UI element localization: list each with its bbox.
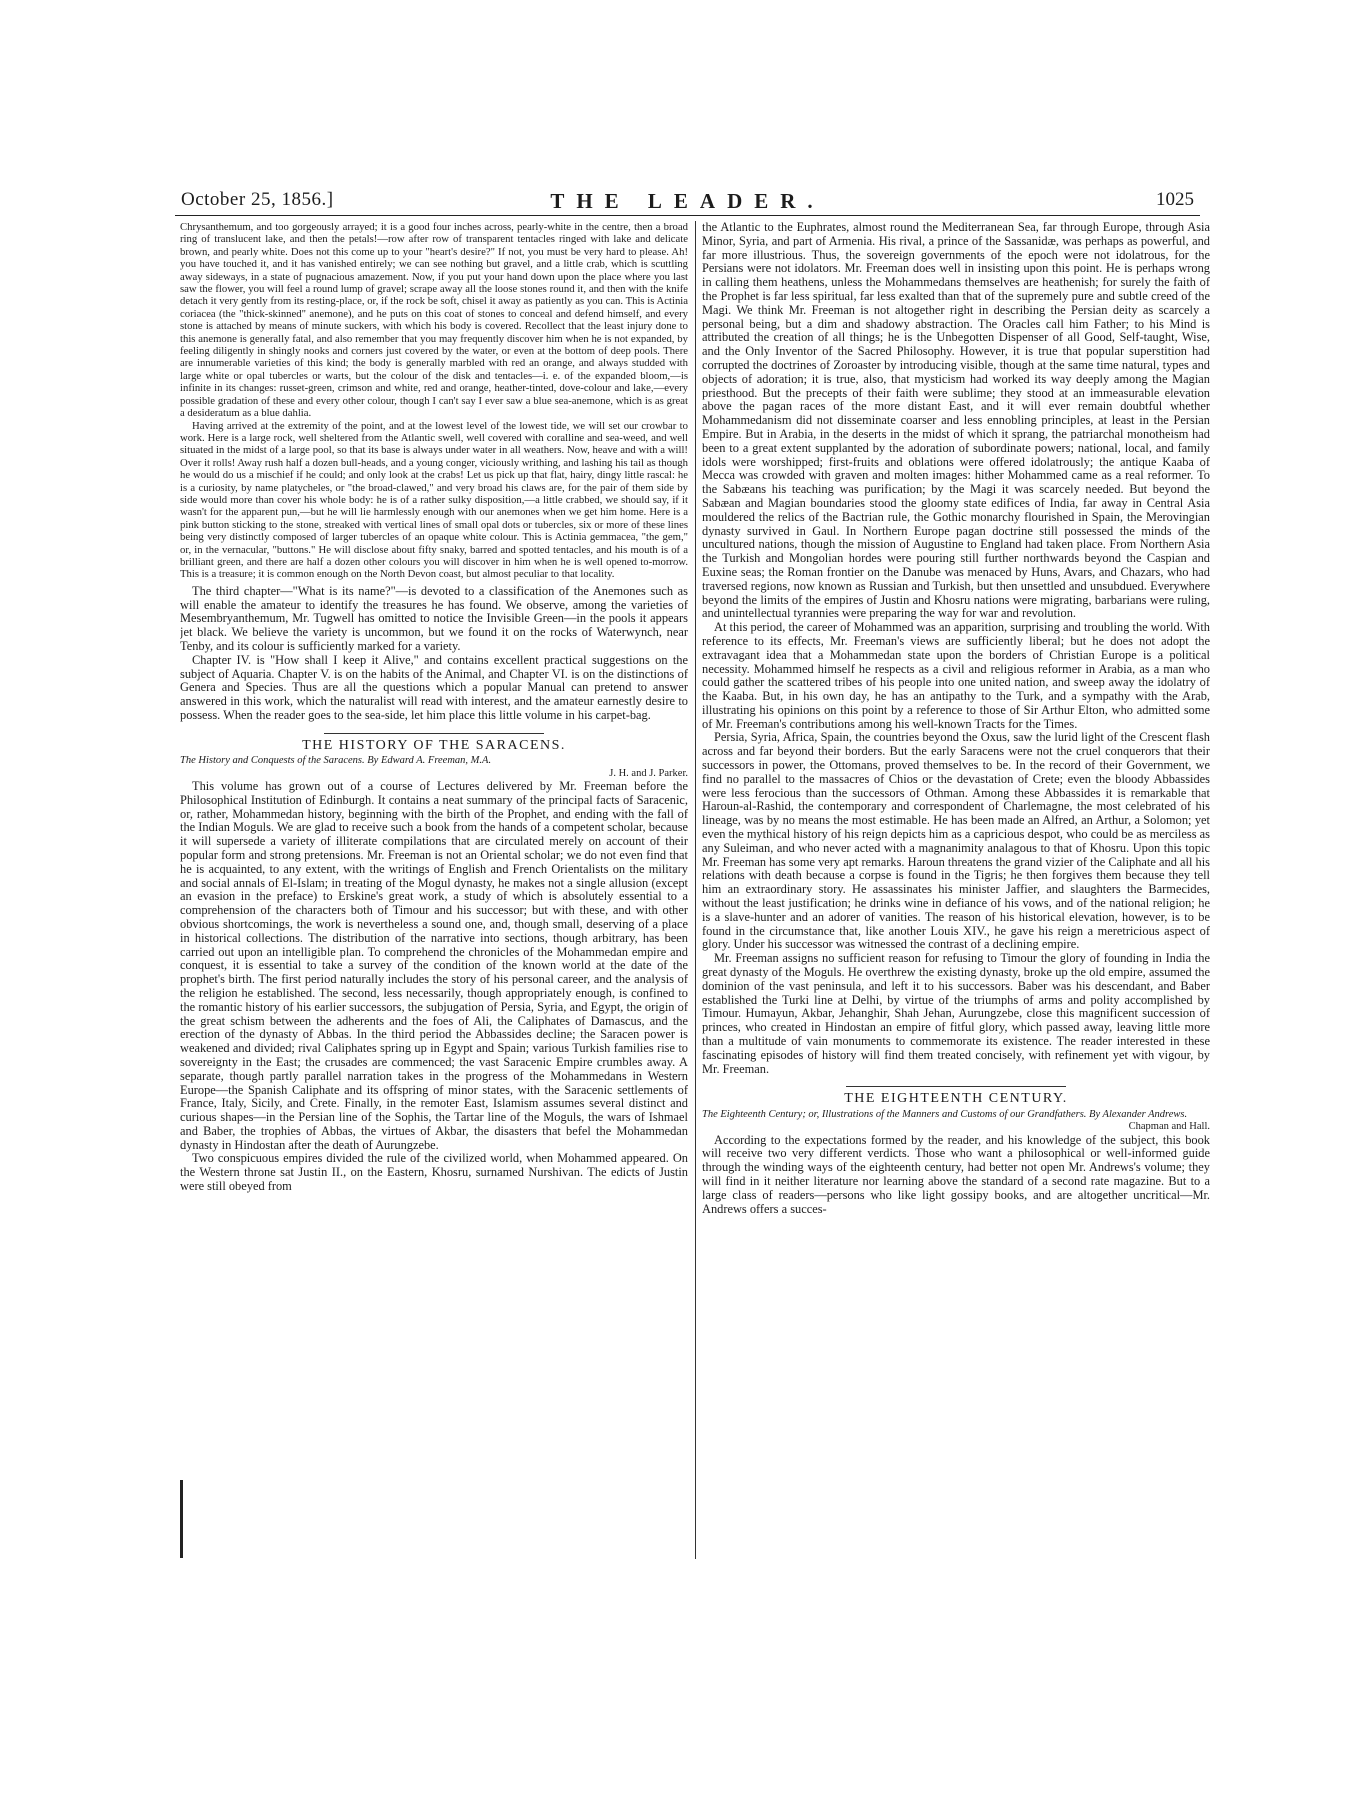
masthead-title: THE LEADER. (550, 189, 825, 213)
page-number: 1025 (1156, 189, 1194, 210)
saracens-heading: THE HISTORY OF THE SARACENS. (302, 737, 566, 753)
section-divider (324, 733, 544, 734)
eighteenth-century-byline (702, 1109, 1210, 1121)
saracens-byline-text: The History and Conquests of the Saracens. By Edward A. Freeman, M.A. (180, 755, 492, 767)
anemone-paragraph-2: Having arrived at the extremity of the point, and at the lowest level of the lowest tide, we will set our crowbar to work. Here is a large rock, well sheltered from the Atlantic swell, well covered with coralline and sea-weed, and well situated in the midst of a large pool, so that its base is always under water in all weathers. Now, heave and with a will! Over it rolls! Away rush half a dozen bull-heads, and a young conger, viciously writhing, and lashing his tail as though he would do us a mischief if he could; and only look at the crabs! Let us pick up that flat, hairy, dingy little rascal: he is a curiosity, by name platycheles, or "the broad-clawed," and very broad his claws are, for the pair of them side by side would more than cover his whole body: he is of a rather sulky disposition,—a little crabbed, we should say, if it wasn't for the apparent pun,—but he will lie harmlessly enough with our anemones when we get him home. Here is a pink button sticking to the stone, streaked with vertical lines of small opal dots or tubercles, six or more of these lines being very distinctly composed of larger tubercles of an opaque white colour. This is Actinia gemmacea, "the gem," or, in the vernacular, "buttons." He will disclose about fifty snaky, barred and spotted tentacles, and his mouth is of a brilliant green, and there are half a dozen other colours you will discover in him when he is well opened to-morrow. This is a treasure; it is common enough on the North Devon coast, but almost peculiar to that locality. (180, 419, 688, 581)
eighteenth-century-publisher: Chapman and Hall. (1128, 1121, 1210, 1133)
anemone-paragraph-4: Chapter IV. is "How shall I keep it Alive," and contains excellent practical suggestions on the subject of Aquaria. Chapter V. is on the habits of the Animal, and Chapter VI. is on the distinctions of Genera and Species. Thus are all the questions which a popular Manual can pretend to answer answered in this work, which the naturalist will read with interest, and the amateur earnestly desire to possess. When the reader goes to the sea-side, let him place this little volume in his carpet-bag. (180, 652, 688, 722)
section-divider (846, 1086, 1066, 1087)
left-column (180, 221, 688, 1561)
saracens-paragraph-4: At this period, the career of Mohammed was an apparition, surprising and troubling the world. With reference to its effects, Mr. Freeman's views are sufficiently liberal; but he does not adopt the extravagant idea that a Mohammedan state upon the borders of Christian Europe is a political necessity. Mohammed himself he respects as a civil and religious reformer in Arabia, as a man who could gather the scattered tribes of his people into one united nation, and sweep away the idolatry of the Kaaba. But, in his own day, he has an antipathy to the Turk, and a sympathy with the Arab, illustrating his opinions on this point by a reference to those of Sir Arthur Elton, who admitted some of Mr. Freeman's contributions among his well-known Tracts for the Times. (702, 620, 1210, 731)
saracens-paragraph-2: Two conspicuous empires divided the rule of the civilized world, when Mohammed appeared. On the Western throne sat Justin II., on the Eastern, Khosru, surnamed Nurshivan. The edicts of Justin were still obeyed from (180, 1151, 688, 1194)
masthead-date: October 25, 1856.] (181, 189, 334, 210)
anemone-paragraph-1: Chrysanthemum, and too gorgeously arrayed; it is a good four inches across, pearly-white in the centre, then a broad ring of translucent lake, and then the petals!—row after row of transparent tentacles ringed with lake and delicate brown, and pearly white. Does not this come up to your "heart's desire?" If not, you must be very hard to please. Ah! you have touched it, and it has vanished entirely; we can see nothing but gravel, and a little crab, which is scuttling away sideways, in a state of pugnacious amazement. Now, if you put your hand down upon the place where you last saw the flower, you will feel a round lump of gravel; scrape away all the loose stones round it, and then with the knife detach it very gently from its resting-place, or, if the rock be soft, chisel it away as patiently as you can. This is Actinia coriacea (the "thick-skinned" anemone), and he puts on this coat of stones to conceal and defend himself, and every stone is attached by means of minute suckers, with which his body is covered. Recollect that the least injury done to this anemone is generally fatal, and also remember that you may frequently discover him when he is not expanded, by feeling diligently in shingly nooks and corners just covered by the water, or even at the bottom of deep pools. There are innumerable varieties of this kind; the body is generally marbled with red an orange, and always studded with large white or opal tubercles or warts, but the colour of the disk and tentacles—i. e. of the expanded bloom,—is infinite in its changes: russet-green, crimson and white, red and orange, heather-tinted, dove-colour and lake,—every possible gradation of these and every other colour, though I can't say I ever saw a blue sea-anemone, which is as great a desideratum as a blue dahlia. (180, 221, 688, 420)
eighteenth-century-paragraph-1: According to the expectations formed by the reader, and his knowledge of the subject, this book will receive two very different verdicts. Those who want a philosophical or well-informed guide through the winding ways of the eighteenth century, had better not open Mr. Andrews's volume; they will find in it neither literature nor learning above the standard of a second rate magazine. But to a large class of readers—persons who like light gossipy books, and are altogether uncritical—Mr. Andrews offers a succes- (702, 1132, 1210, 1216)
right-column (702, 221, 1210, 1561)
saracens-paragraph-3: the Atlantic to the Euphrates, almost round the Mediterranean Sea, far through Europe, through Asia Minor, Syria, and part of Armenia. His rival, a prince of the Sassanidæ, was perhaps as powerful, and far more illustrious. Thus, the sovereign governments of the epoch were not idolatrous, for the Persians were not idolators. Mr. Freeman does well in insisting upon this point. He is perhaps wrong in calling them heathens, unless the Mohammedans themselves are heathenish; for surely the faith of the Prophet is far less spiritual, far less exalted than that of the supremely pure and subtle creed of the Magi. We think Mr. Freeman is not altogether right in describing the Persian deity as scarcely a personal being, but a dim and shadowy abstraction. The Oracles call him Father; to his Mind is attributed the creation of all things; he is the Unbegotten Dispenser of all Good, Self-taught, Wise, and the Only Inventor of the Sacred Philosophy. However, it is true that popular superstition had corrupted the doctrines of Zoroaster by introducing visible, though at the same time natural, types and objects of adoration; it is true, also, that mysticism had worked its way deeply among the Magian priesthood. But the precepts of their faith were sublime; they stood at an immeasurable elevation above the pagan races of the more distant East, and it will ever remain doubtful whether Mohammedanism did not disseminate coarser and less ennobling principles, at least in the Persian Empire. But in Arabia, in the deserts in the midst of which it sprang, the patriarchal monotheism had been to a great extent supplanted by the adoration of subordinate powers; national, local, and family idols were worshipped; first-fruits and oblations were offered idolatrously; the antique Kaaba of Mecca was crowded with graven and molten images: hither Mohammed came as a real reformer. To the Sabæans his teaching was purification; by the Magi it was scarcely needed. But beyond the Sabæan and Magian boundaries stood the gloomy state edifices of India, far away in Central Asia mouldered the relics of the Bactrian rule, the Gothic monarchy flourished in Spain, the Merovingian dynasty survived in Gaul. In Northern Europe pagan doctrine still possessed the minds of the uncultured nations, though the mission of Augustine to England had taken place. From Northern Asia the Turkish and Mongolian hordes were pouring still further northwards beyond the Caspian and Euxine seas; the Roman frontier on the Danube was menaced by Huns, Avars, and Chazars, who had traversed regions, now known as Russian and Turkish, but then unsettled and unsubdued. Everywhere beyond the limits of the empires of Justin and Khosru nations were migrating, barbarians were ruling, and unintellectual tyrannies were preparing the way for war and revolution. (702, 221, 1210, 621)
anemone-paragraph-3: The third chapter—"What is its name?"—is devoted to a classification of the Anemones such as will enable the amateur to identify the treasures he has found. We observe, among the varieties of Mesembryanthemum, Mr. Tugwell has omitted to notice the Invisible Green—in the pools it appears jet black. We believe the variety is uncommon, but we found it on the rocks of Waterwynch, near Tenby, and its colour is sufficiently marked for a variety. (180, 583, 688, 653)
eighteenth-century-heading: THE EIGHTEENTH CENTURY. (844, 1091, 1068, 1107)
saracens-paragraph-5: Persia, Syria, Africa, Spain, the countries beyond the Oxus, saw the lurid light of the Crescent flash across and far beyond their borders. But the early Saracens were not the cruel conquerors that their successors in power, the Ottomans, proved themselves to be. In the record of their Government, we find no parallel to the massacres of Chios or the devastation of Crete; even the bloody Abbassides were less ferocious than the successors of Othman. Among these Abbassides it is remarkable that Haroun-al-Rashid, the contemporary and correspondent of Charlemagne, the most celebrated of his lineage, was by no means the most estimable. He has been made an Alfred, an Arthur, a Solomon; yet even the mythical history of his reign depicts him as a capricious despot, who could be as merciless as any Suleiman, and who never acted with a magnanimity analagous to that of Khosru. Upon this topic Mr. Freeman has some very apt remarks. Haroun threatens the grand vizier of the Caliphate and all his relations with death because a corpse is found in the Tigris; he then forgives them because they tell him an extraordinary story. He assassinates his minister Jaffier, and slaughters the Barmecides, without the least justification; he drinks wine in defiance of his vows, and of the national religion; he is a slave-hunter and an adorer of vanities. The reason of his historical elevation, however, is to be found in the circumstance that, like another Louis XIV., he gave his reign a meretricious aspect of glory. Under his successor was witnessed the contrast of a declining empire. (702, 730, 1210, 952)
margin-mark (180, 1480, 183, 1558)
saracens-paragraph-6: Mr. Freeman assigns no sufficient reason for refusing to Timour the glory of founding in India the great dynasty of the Moguls. He overthrew the existing dynasty, broke up the old empire, assumed the dominion of the vast peninsula, and left it to his successors. Baber was his descendant, and Baber established the Turki line at Delhi, by virtue of the triumphs of arms and polity accomplished by Timour. Humayun, Akbar, Jehanghir, Shah Jehan, Aurungzebe, close this magnificent succession of princes, who created in Hindostan an empire of fitful glory, which passed away, leaving little more than a multitude of vain monuments to commemorate its existence. The reader interested in these fascinating episodes of history will find them treated concisely, with refinement yet with vigour, by Mr. Freeman. (702, 951, 1210, 1076)
masthead (175, 189, 1200, 216)
saracens-byline (180, 755, 688, 767)
saracens-publisher: J. H. and J. Parker. (609, 767, 688, 779)
saracens-paragraph-1: This volume has grown out of a course of Lectures delivered by Mr. Freeman before the Philosophical Institution of Edinburgh. It contains a neat summary of the principal facts of Saracenic, or, rather, Mohammedan history, beginning with the birth of the Prophet, and ending with the fall of the Indian Moguls. We are glad to receive such a book from the hands of a competent scholar, because it will supersede a variety of illiterate compilations that are circulated merely on account of their popular form and strong pretensions. Mr. Freeman is not an Oriental scholar; we do not even find that he is acquainted, to any extent, with the writings of English and French Orientalists on the military and social annals of El-Islam; in treating of the Mogul dynasty, he makes not a single allusion (except an evasion in the preface) to Erskine's great work, a study of which is absolutely essential to a comprehension of the characters both of Timour and his successor; but with these, and with other obvious shortcomings, the work is nevertheless a sound one, and, though small, deserving of a place in historical collections. The distribution of the narrative into sections, though arbitrary, has been carried out upon an intelligible plan. To comprehend the chronicles of the Mohammedan empire and conquest, it is essential to take a survey of the condition of the known world at the date of the prophet's birth. The first period naturally includes the story of his personal career, and the analysis of the religion he established. The second, less necessarily, though appropriately enough, is confined to the romantic history of his earlier successors, the subjugation of Persia, Syria, and Egypt, the origin of the great schism between the adherents and the foes of Ali, the Caliphates of Damascus, and the erection of the dynasty of Abbas. In the third period the Abbassides decline; the Saracen power is weakened and divided; rival Caliphates spring up in Egypt and Spain; various Turkish families rise to sovereignty in the East; the crusades are commenced; the vast Saracenic Empire crumbles away. A separate, though partly parallel narration takes in the progress of the Mohammedans in Western Europe—the Spanish Caliphate and its offspring of minor states, with the Saracenic settlements of France, Italy, Sicily, and Crete. Finally, in the remoter East, Islamism assumes several distinct and curious shapes—in the Persian line of the Sophis, the Tartar line of the Moguls, the wars of Ishmael and Baber, the trophies of Abbas, the virtues of Akbar, the disasters that befel the Mohammedan dynasty in Hindostan after the death of Aurungzebe. (180, 778, 688, 1152)
eighteenth-century-byline-text: The Eighteenth Century; or, Illustrations of the Manners and Customs of our Grandfathers. By Alexander Andrews. (702, 1108, 1188, 1120)
column-rule (695, 221, 696, 1559)
